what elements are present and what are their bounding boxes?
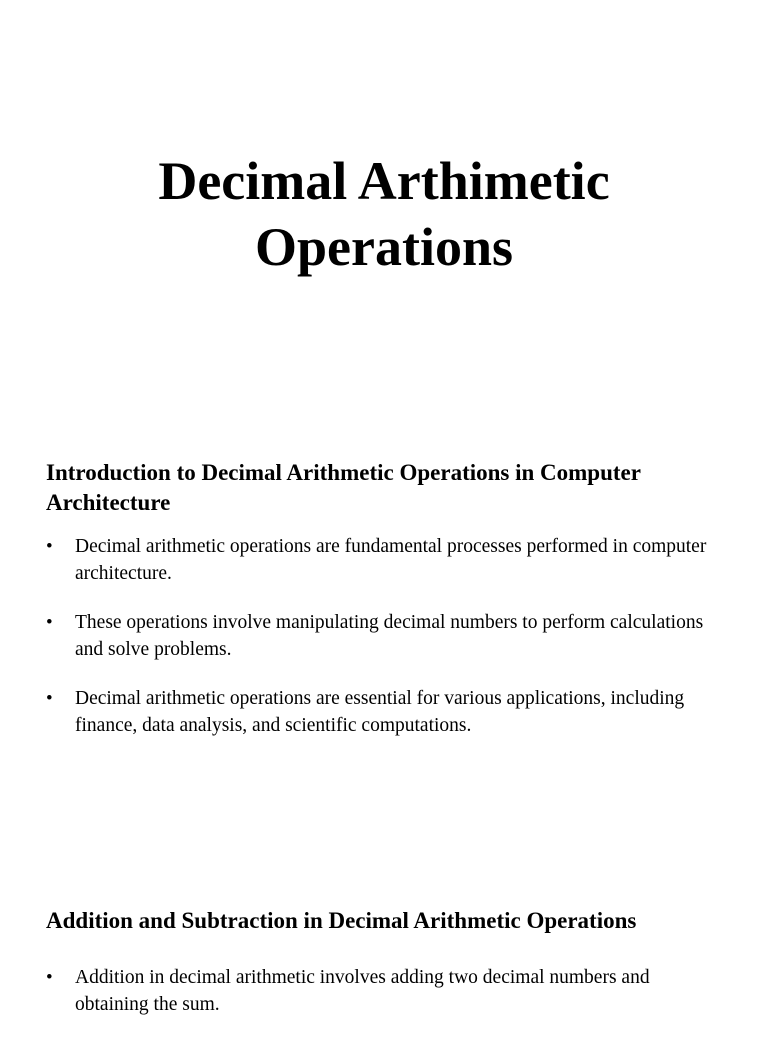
list-item xyxy=(46,964,726,1018)
page-title-line-1: Decimal Arthimetic xyxy=(158,151,610,211)
list-item xyxy=(46,533,726,587)
section-heading: Introduction to Decimal Arithmetic Operations in Computer Architecture xyxy=(46,460,641,515)
bullet-icon: • xyxy=(46,612,53,633)
section-introduction xyxy=(46,458,726,761)
page-title xyxy=(0,148,768,280)
list-item xyxy=(46,609,726,663)
bullet-icon: • xyxy=(46,688,53,709)
bullet-icon: • xyxy=(46,536,53,557)
section-heading: Addition and Subtraction in Decimal Arithmetic Operations xyxy=(46,908,637,933)
list-item-text: Decimal arithmetic operations are fundamental processes performed in computer architecture. xyxy=(75,536,707,584)
list-item-text: Addition in decimal arithmetic involves adding two decimal numbers and obtaining the sum. xyxy=(75,967,650,1015)
bullet-icon: • xyxy=(46,967,53,988)
bullet-list xyxy=(46,533,726,739)
list-item-text: These operations involve manipulating decimal numbers to perform calculations and solve problems. xyxy=(75,612,704,660)
section-addition-subtraction xyxy=(46,906,726,1040)
list-item-text: Decimal arithmetic operations are essential for various applications, including finance, data analysis, and scientific computations. xyxy=(75,688,685,736)
page-title-line-2: Operations xyxy=(254,217,513,277)
bullet-list xyxy=(46,964,726,1018)
list-item xyxy=(46,685,726,739)
